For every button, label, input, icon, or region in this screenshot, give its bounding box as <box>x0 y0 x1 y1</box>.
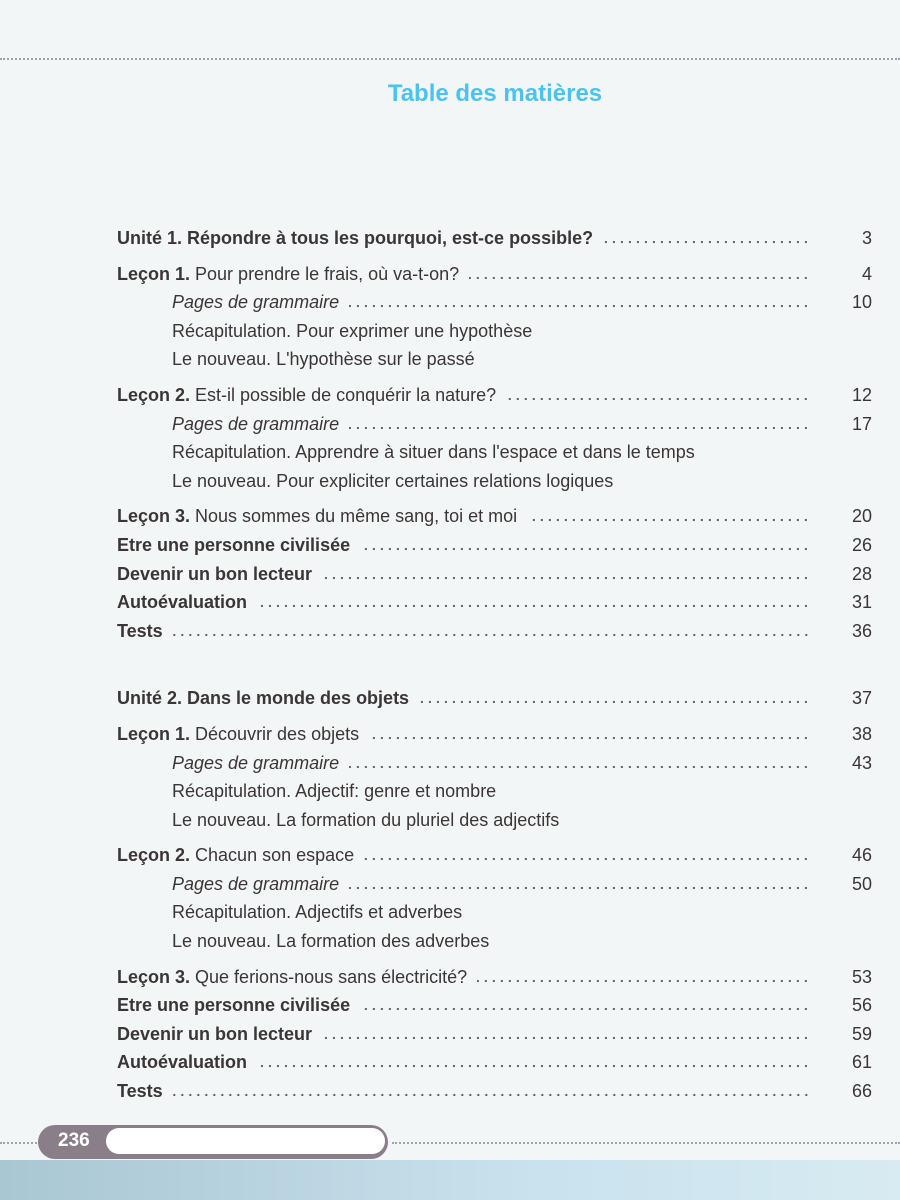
dot-leader <box>322 576 810 580</box>
entry-label: Devenir un bon lecteur <box>117 563 313 584</box>
dot-leader <box>364 857 810 861</box>
entry-label: Récapitulation. Pour exprimer une hypothèse <box>172 320 533 341</box>
toc-entry-sub <box>117 349 872 378</box>
bottom-dotted-rule-left <box>0 1142 40 1144</box>
toc-entry-sub <box>117 442 872 471</box>
dot-leader <box>603 240 810 244</box>
entry-label: Récapitulation. Adjectif: genre et nombre <box>172 781 497 802</box>
toc-entry-grammar <box>117 292 872 321</box>
dot-leader <box>349 304 810 308</box>
entry-label: Leçon 2. <box>117 845 191 866</box>
entry-page-number: 38 <box>851 723 872 744</box>
entry-title: Que ferions-nous sans électricité? <box>195 966 468 987</box>
toc-entry-lesson <box>117 264 872 293</box>
toc-entry-section <box>117 592 872 621</box>
toc-entry-section <box>117 621 872 650</box>
toc-entry-section <box>117 995 872 1024</box>
toc-entry-grammar <box>117 874 872 903</box>
entry-label: Unité 1. Répondre à tous les pourquoi, est-ce possible? <box>117 228 594 248</box>
entry-label: Tests <box>117 620 163 641</box>
toc-entry-sub <box>117 471 872 500</box>
entry-page-number: 36 <box>851 620 872 641</box>
entry-title: Pour prendre le frais, où va-t-on? <box>195 263 460 284</box>
toc-entry-grammar <box>117 753 872 782</box>
dot-leader <box>527 518 810 522</box>
toc-entry-sub <box>117 810 872 839</box>
entry-page-number: 28 <box>851 563 872 584</box>
entry-label: Tests <box>117 1081 163 1102</box>
entry-page-number: 12 <box>851 384 872 405</box>
toc-entry-sub <box>117 902 872 931</box>
dot-leader <box>173 1093 810 1097</box>
entry-page-number: 59 <box>851 1023 872 1044</box>
bottom-decorative-band <box>0 1160 900 1200</box>
entry-page-number: 46 <box>851 845 872 866</box>
dot-leader <box>469 276 810 280</box>
toc-entry-section <box>117 1081 872 1110</box>
entry-label: Autoévaluation <box>117 1052 248 1073</box>
entry-page-number: 17 <box>851 413 872 434</box>
entry-label: Leçon 3. <box>117 966 191 987</box>
entry-label: Devenir un bon lecteur <box>117 1023 313 1044</box>
entry-page-number: 53 <box>851 966 872 987</box>
bottom-dotted-rule <box>392 1142 900 1144</box>
toc-entry-unit <box>117 688 872 717</box>
entry-label: Leçon 1. <box>117 723 191 744</box>
entry-label: Le nouveau. Pour expliciter certaines relations logiques <box>172 470 614 491</box>
toc-entry-lesson <box>117 967 872 996</box>
table-of-contents <box>117 228 872 1110</box>
dot-leader <box>173 633 810 637</box>
entry-page-number: 56 <box>851 995 872 1016</box>
entry-page-number: 50 <box>851 873 872 894</box>
entry-label: Pages de grammaire <box>172 292 340 313</box>
entry-label: Pages de grammaire <box>172 752 340 773</box>
page-number-tab <box>38 1125 388 1159</box>
entry-label: Autoévaluation <box>117 592 248 613</box>
entry-label: Unité 2. Dans le monde des objets <box>117 688 410 709</box>
dot-leader <box>349 886 810 890</box>
dot-leader <box>349 765 810 769</box>
footer-pill <box>106 1128 385 1154</box>
entry-page-number: 4 <box>861 263 872 284</box>
entry-page-number: 37 <box>851 688 872 709</box>
toc-entry-lesson <box>117 845 872 874</box>
entry-title: Découvrir des objets <box>195 723 360 744</box>
entry-label: Récapitulation. Adjectifs et adverbes <box>172 902 463 923</box>
entry-label: Le nouveau. L'hypothèse sur le passé <box>172 349 475 370</box>
entry-page-number: 66 <box>851 1081 872 1102</box>
dot-leader <box>349 426 810 430</box>
entry-label: Etre une personne civilisée <box>117 534 351 555</box>
top-dotted-rule <box>0 58 900 60</box>
toc-entry-grammar <box>117 414 872 443</box>
page-number: 236 <box>58 1130 90 1151</box>
entry-page-number: 26 <box>851 534 872 555</box>
toc-entry-section <box>117 564 872 593</box>
toc-entry-section <box>117 535 872 564</box>
entry-label: Pages de grammaire <box>172 873 340 894</box>
dot-leader <box>369 736 810 740</box>
entry-page-number: 31 <box>851 592 872 613</box>
entry-label: Leçon 2. <box>117 384 191 405</box>
dot-leader <box>506 397 810 401</box>
entry-title: Chacun son espace <box>195 845 355 866</box>
toc-entry-lesson <box>117 506 872 535</box>
dot-leader <box>360 1007 810 1011</box>
entry-label: Leçon 1. <box>117 263 191 284</box>
dot-leader <box>257 604 810 608</box>
toc-entry-sub <box>117 781 872 810</box>
toc-entry-lesson <box>117 724 872 753</box>
entry-page-number: 20 <box>851 506 872 527</box>
toc-entry-section <box>117 1024 872 1053</box>
toc-entry-sub <box>117 321 872 350</box>
entry-page-number: 43 <box>851 752 872 773</box>
entry-title: Est-il possible de conquérir la nature? <box>195 384 497 405</box>
entry-label: Leçon 3. <box>117 506 191 527</box>
dot-leader <box>257 1064 810 1068</box>
dot-leader <box>360 547 810 551</box>
entry-label: Pages de grammaire <box>172 413 340 434</box>
toc-entry-sub <box>117 931 872 960</box>
page-title: Table des matières <box>387 80 603 107</box>
entry-page-number: 3 <box>861 228 872 248</box>
entry-label: Récapitulation. Apprendre à situer dans l'espace et dans le temps <box>172 442 695 463</box>
entry-title: Nous sommes du même sang, toi et moi <box>195 506 518 527</box>
entry-label: Etre une personne civilisée <box>117 995 351 1016</box>
entry-label: Le nouveau. La formation des adverbes <box>172 931 490 952</box>
entry-page-number: 61 <box>851 1052 872 1073</box>
entry-page-number: 10 <box>851 292 872 313</box>
toc-entry-section <box>117 1052 872 1081</box>
toc-entry-unit <box>117 228 872 257</box>
dot-leader <box>419 700 810 704</box>
dot-leader <box>477 979 810 983</box>
toc-entry-lesson <box>117 385 872 414</box>
dot-leader <box>322 1036 810 1040</box>
entry-label: Le nouveau. La formation du pluriel des adjectifs <box>172 809 560 830</box>
